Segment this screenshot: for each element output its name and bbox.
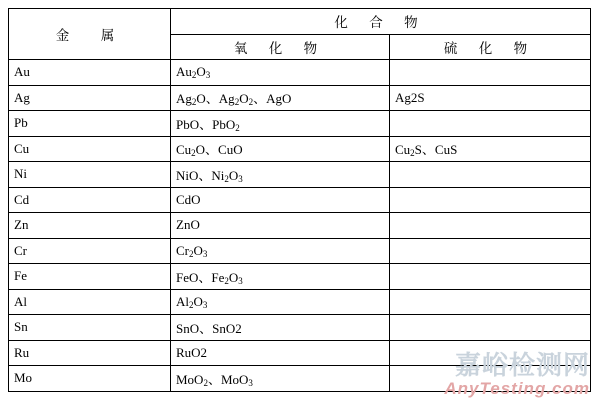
sulfide-cell [390, 111, 591, 137]
metal-cell: Sn [9, 315, 171, 341]
formula-subscript: 2 [203, 377, 208, 388]
sulfide-cell [390, 289, 591, 315]
table-row [9, 213, 591, 239]
metal-cell: Ni [9, 162, 171, 188]
formula-subscript: 2 [224, 275, 229, 286]
metal-compound-table [8, 8, 591, 392]
formula-text: S、CuS [414, 142, 458, 158]
header-sulfide: 硫 化 物 [390, 34, 591, 60]
header-oxide: 氧 化 物 [171, 34, 390, 60]
formula-text: Ag [176, 91, 192, 107]
oxide-cell [171, 366, 390, 392]
table-row [9, 238, 591, 264]
formula-subscript: 2 [191, 148, 196, 159]
formula-text: NiO、Ni [176, 167, 225, 183]
formula-text: 、AgO [253, 91, 292, 107]
formula-subscript: 3 [238, 173, 243, 184]
sulfide-cell [390, 85, 591, 111]
formula-subscript: 2 [189, 248, 194, 259]
formula-subscript: 2 [191, 97, 197, 108]
table-row [9, 340, 591, 366]
sulfide-cell [390, 136, 591, 162]
table-row [9, 85, 591, 111]
oxide-cell [171, 187, 390, 213]
table-row [9, 187, 591, 213]
formula-text: O [193, 242, 203, 258]
oxide-cell [171, 315, 390, 341]
table-body [9, 60, 591, 392]
formula-subscript: 2 [235, 122, 240, 133]
formula-subscript: 2 [191, 70, 197, 81]
formula-subscript: 3 [238, 275, 243, 286]
formula-text: O、CuO [195, 142, 243, 158]
sulfide-cell [390, 213, 591, 239]
table-row [9, 289, 591, 315]
formula-text: SnO、SnO2 [176, 320, 242, 336]
formula-text: O [196, 91, 206, 107]
table-row [9, 264, 591, 290]
formula-text: 、 [205, 91, 219, 107]
formula-subscript: 3 [205, 70, 211, 81]
oxide-cell [171, 111, 390, 137]
formula-text: Ag [218, 91, 235, 107]
header-metal: 金 属 [9, 9, 171, 60]
table-row [9, 366, 591, 392]
formula-text: O [239, 91, 249, 107]
metal-cell: Pb [9, 111, 171, 137]
header-row-top [9, 9, 591, 35]
formula-text: O [193, 293, 203, 309]
table-row [9, 60, 591, 86]
oxide-cell [171, 289, 390, 315]
formula-text: O [196, 64, 206, 80]
formula-text: CdO [176, 191, 201, 207]
metal-cell: Cr [9, 238, 171, 264]
metal-cell: Ru [9, 340, 171, 366]
header-compound: 化 合 物 [171, 9, 591, 35]
metal-cell: Fe [9, 264, 171, 290]
sulfide-cell [390, 366, 591, 392]
formula-subscript: 2 [224, 173, 229, 184]
metal-cell: Cu [9, 136, 171, 162]
metal-cell: Cd [9, 187, 171, 213]
formula-text: O [228, 269, 239, 285]
formula-subscript: 3 [202, 299, 208, 310]
metal-cell: Zn [9, 213, 171, 239]
formula-text: FeO、Fe [176, 269, 225, 285]
watermark-cn: 嘉峪检测网 [454, 351, 590, 381]
oxide-cell [171, 238, 390, 264]
formula-subscript: 3 [248, 377, 253, 388]
formula-subscript: 2 [189, 299, 194, 310]
metal-cell: Al [9, 289, 171, 315]
formula-text: Al [176, 293, 189, 309]
oxide-cell [171, 162, 390, 188]
sulfide-cell [390, 238, 591, 264]
formula-text: Cu [395, 142, 411, 158]
table-row [9, 111, 591, 137]
formula-subscript: 2 [410, 148, 415, 159]
table-row [9, 162, 591, 188]
table-row [9, 136, 591, 162]
oxide-cell [171, 136, 390, 162]
formula-text: RuO2 [176, 344, 208, 360]
metal-cell: Mo [9, 366, 171, 392]
sulfide-cell [390, 340, 591, 366]
formula-subscript: 2 [248, 97, 254, 108]
sulfide-cell [390, 315, 591, 341]
formula-text: MoO [176, 371, 204, 387]
sulfide-cell [390, 264, 591, 290]
table-row [9, 315, 591, 341]
formula-text: Au [176, 64, 192, 80]
metal-cell: Ag [9, 85, 171, 111]
formula-text: Cu [176, 142, 192, 158]
metal-cell: Au [9, 60, 171, 86]
oxide-cell [171, 264, 390, 290]
oxide-cell [171, 340, 390, 366]
sulfide-cell [390, 187, 591, 213]
watermark-en: AnyTesting.com [444, 379, 590, 398]
sulfide-cell [390, 162, 591, 188]
formula-text: Ag2S [395, 89, 425, 105]
sulfide-cell [390, 60, 591, 86]
formula-text: PbO、PbO [176, 116, 236, 132]
formula-text: Cr [176, 242, 189, 258]
oxide-cell [171, 213, 390, 239]
formula-subscript: 2 [234, 97, 240, 108]
formula-text: 、MoO [207, 371, 249, 387]
oxide-cell [171, 85, 390, 111]
oxide-cell [171, 60, 390, 86]
formula-text: ZnO [176, 217, 200, 233]
formula-subscript: 3 [202, 248, 208, 259]
formula-text: O [228, 167, 239, 183]
